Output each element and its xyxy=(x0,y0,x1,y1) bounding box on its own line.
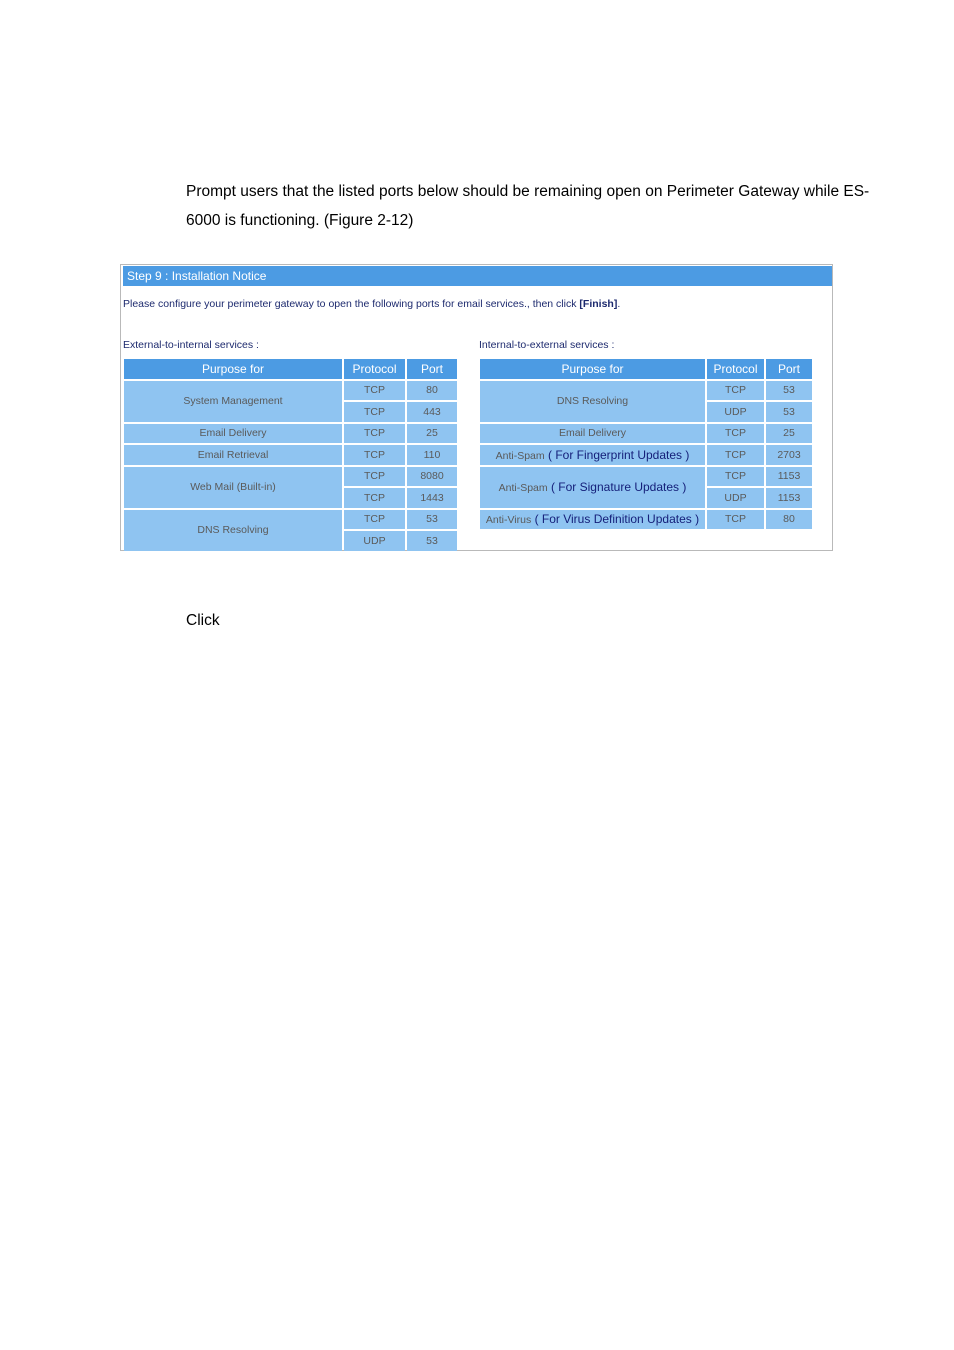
protocol-cell: UDP xyxy=(707,402,764,422)
purpose-cell: DNS Resolving xyxy=(480,381,705,422)
port-cell: 53 xyxy=(766,402,812,422)
purpose-name: Anti-Spam xyxy=(498,482,548,494)
port-cell: 53 xyxy=(766,381,812,401)
purpose-detail: ( For Signature Updates ) xyxy=(547,480,687,494)
port-cell: 53 xyxy=(407,510,457,530)
protocol-cell: TCP xyxy=(344,381,405,401)
purpose-cell xyxy=(480,467,705,508)
port-cell: 25 xyxy=(766,424,812,444)
port-cell: 80 xyxy=(407,381,457,401)
purpose-cell: Email Delivery xyxy=(480,424,705,444)
table-row xyxy=(124,424,457,444)
instruction-text xyxy=(123,298,620,310)
protocol-cell: TCP xyxy=(707,424,764,444)
external-section-title: External-to-internal services : xyxy=(123,339,259,351)
purpose-name: Anti-Virus xyxy=(485,514,532,527)
port-cell: 443 xyxy=(407,402,457,422)
purpose-cell: Web Mail (Built-in) xyxy=(124,467,342,508)
installation-notice-panel xyxy=(120,264,833,551)
internal-section-title: Internal-to-external services : xyxy=(479,339,615,351)
protocol-cell: TCP xyxy=(344,467,405,487)
port-cell: 80 xyxy=(766,510,812,530)
table-row xyxy=(124,381,457,401)
port-cell: 25 xyxy=(407,424,457,444)
table-row xyxy=(124,510,457,530)
external-services-table xyxy=(122,357,459,553)
protocol-cell: TCP xyxy=(344,488,405,508)
instruction-prefix: Please configure your perimeter gateway to open the following ports for email services., then click xyxy=(123,298,580,310)
intro-paragraph: Prompt users that the listed ports below should be remaining open on Perimeter Gateway while ES-6000 is functioning. (Figure 2-12) xyxy=(186,183,870,229)
table-row xyxy=(124,467,457,487)
purpose-cell xyxy=(480,510,705,530)
panel-title: Step 9 : Installation Notice xyxy=(123,266,832,286)
table-row xyxy=(480,424,812,444)
protocol-cell: TCP xyxy=(344,510,405,530)
port-cell: 110 xyxy=(407,445,457,465)
port-cell: 8080 xyxy=(407,467,457,487)
header-port: Port xyxy=(766,359,812,379)
header-purpose: Purpose for xyxy=(480,359,705,379)
purpose-detail: ( For Virus Definition Updates ) xyxy=(531,512,700,527)
table-row xyxy=(480,445,812,465)
port-cell: 2703 xyxy=(766,445,812,465)
click-text: Click xyxy=(186,612,220,629)
protocol-cell: TCP xyxy=(344,424,405,444)
protocol-cell: TCP xyxy=(344,402,405,422)
port-cell: 53 xyxy=(407,531,457,551)
protocol-cell: TCP xyxy=(707,467,764,487)
instruction-suffix: . xyxy=(617,298,621,310)
table-row xyxy=(480,467,812,487)
internal-services-table xyxy=(478,357,814,531)
port-cell: 1443 xyxy=(407,488,457,508)
protocol-cell: UDP xyxy=(344,531,405,551)
header-port: Port xyxy=(407,359,457,379)
header-protocol: Protocol xyxy=(344,359,405,379)
table-row xyxy=(480,381,812,401)
header-protocol: Protocol xyxy=(707,359,764,379)
protocol-cell: TCP xyxy=(707,381,764,401)
port-cell: 1153 xyxy=(766,488,812,508)
purpose-detail: ( For Fingerprint Updates ) xyxy=(544,447,690,462)
table-row xyxy=(480,510,812,530)
table-header-row xyxy=(124,359,457,379)
protocol-cell: TCP xyxy=(344,445,405,465)
purpose-name: Anti-Spam xyxy=(495,449,545,462)
table-header-row xyxy=(480,359,812,379)
protocol-cell: TCP xyxy=(707,510,764,530)
purpose-cell xyxy=(480,445,705,465)
purpose-cell: System Management xyxy=(124,381,342,422)
header-purpose: Purpose for xyxy=(124,359,342,379)
finish-link[interactable]: [Finish] xyxy=(579,298,618,310)
table-row xyxy=(124,445,457,465)
purpose-cell: Email Retrieval xyxy=(124,445,342,465)
protocol-cell: UDP xyxy=(707,488,764,508)
port-cell: 1153 xyxy=(766,467,812,487)
purpose-cell: DNS Resolving xyxy=(124,510,342,551)
protocol-cell: TCP xyxy=(707,445,764,465)
purpose-cell: Email Delivery xyxy=(124,424,342,444)
